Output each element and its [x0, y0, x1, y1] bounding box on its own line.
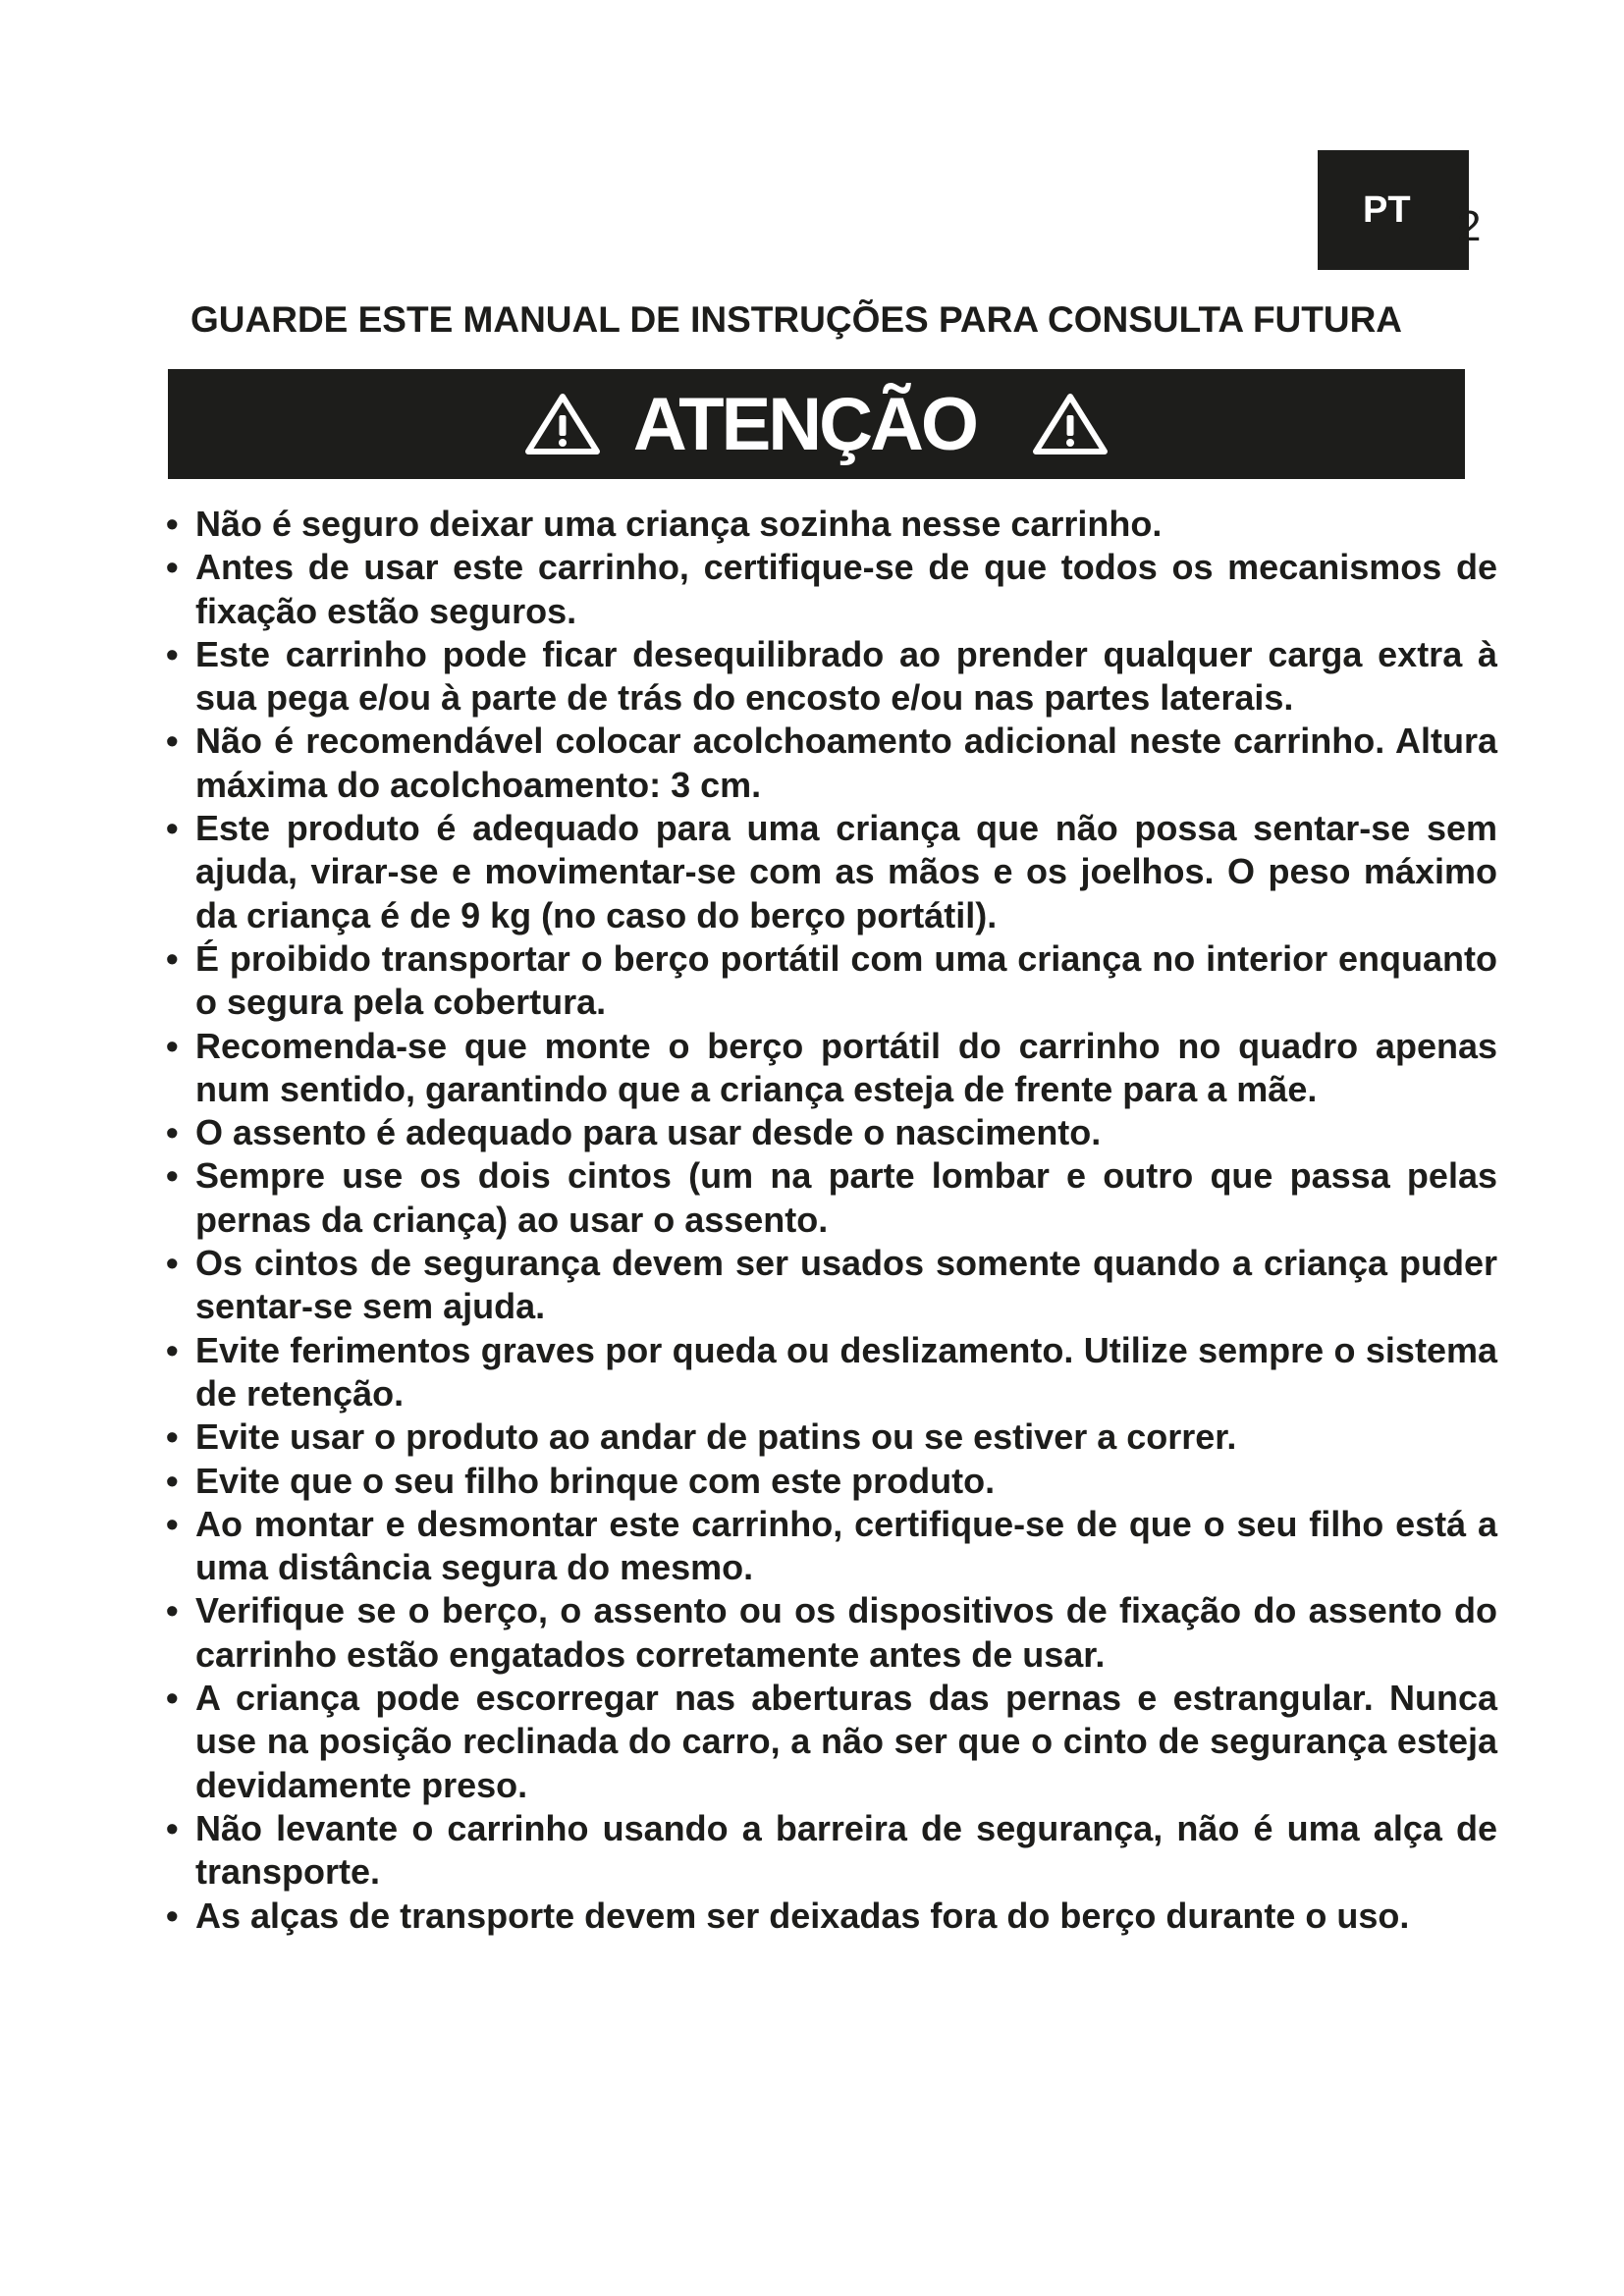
language-code: PT: [1363, 188, 1411, 231]
list-item: • Verifique se o berço, o assento ou os dispositivos de fixação do assento do carrinho estão engatados corretamente antes de usar.: [162, 1589, 1497, 1677]
list-item: • Evite que o seu filho brinque com este produto.: [162, 1460, 1497, 1503]
list-item: • A criança pode escorregar nas aberturas das pernas e estrangular. Nunca use na posição reclinada do carro, a não ser que o cinto de segurança esteja devidamente preso.: [162, 1677, 1497, 1807]
list-item: • Evite usar o produto ao andar de patins ou se estiver a correr.: [162, 1415, 1497, 1459]
document-heading: GUARDE ESTE MANUAL DE INSTRUÇÕES PARA CONSULTA FUTURA: [190, 299, 1403, 340]
list-item: • Os cintos de segurança devem ser usados somente quando a criança puder sentar-se sem ajuda.: [162, 1242, 1497, 1329]
page-number: 2: [1457, 202, 1482, 250]
list-item: • Não é seguro deixar uma criança sozinha nesse carrinho.: [162, 503, 1497, 546]
warning-title: ATENÇÃO: [632, 382, 977, 466]
list-item: • Evite ferimentos graves por queda ou deslizamento. Utilize sempre o sistema de retenção.: [162, 1329, 1497, 1416]
list-item: • Não é recomendável colocar acolchoamento adicional neste carrinho. Altura máxima do acolchoamento: 3 cm.: [162, 720, 1497, 807]
warning-triangle-icon: [523, 392, 602, 456]
list-item: • Este produto é adequado para uma criança que não possa sentar-se sem ajuda, virar-se e movimentar-se com as mãos e os joelhos. O peso máximo da criança é de 9 kg (no caso do berço portátil).: [162, 807, 1497, 937]
language-tab: [1318, 150, 1469, 270]
list-item: • O assento é adequado para usar desde o nascimento.: [162, 1111, 1497, 1154]
safety-instructions-list: [162, 503, 1497, 1938]
list-item: • Antes de usar este carrinho, certifique-se de que todos os mecanismos de fixação estão seguros.: [162, 546, 1497, 633]
list-item: • As alças de transporte devem ser deixadas fora do berço durante o uso.: [162, 1895, 1497, 1938]
list-item: • É proibido transportar o berço portátil com uma criança no interior enquanto o segura pela cobertura.: [162, 937, 1497, 1025]
list-item: • Este carrinho pode ficar desequilibrado ao prender qualquer carga extra à sua pega e/ou à parte de trás do encosto e/ou nas partes laterais.: [162, 633, 1497, 721]
warning-triangle-icon: [1031, 392, 1110, 456]
list-item: • Recomenda-se que monte o berço portátil do carrinho no quadro apenas num sentido, garantindo que a criança esteja de frente para a mãe.: [162, 1025, 1497, 1112]
list-item: • Ao montar e desmontar este carrinho, certifique-se de que o seu filho está a uma distância segura do mesmo.: [162, 1503, 1497, 1590]
list-item: • Não levante o carrinho usando a barreira de segurança, não é uma alça de transporte.: [162, 1807, 1497, 1895]
warning-banner: [168, 369, 1465, 479]
list-item: • Sempre use os dois cintos (um na parte lombar e outro que passa pelas pernas da criança) ao usar o assento.: [162, 1154, 1497, 1242]
